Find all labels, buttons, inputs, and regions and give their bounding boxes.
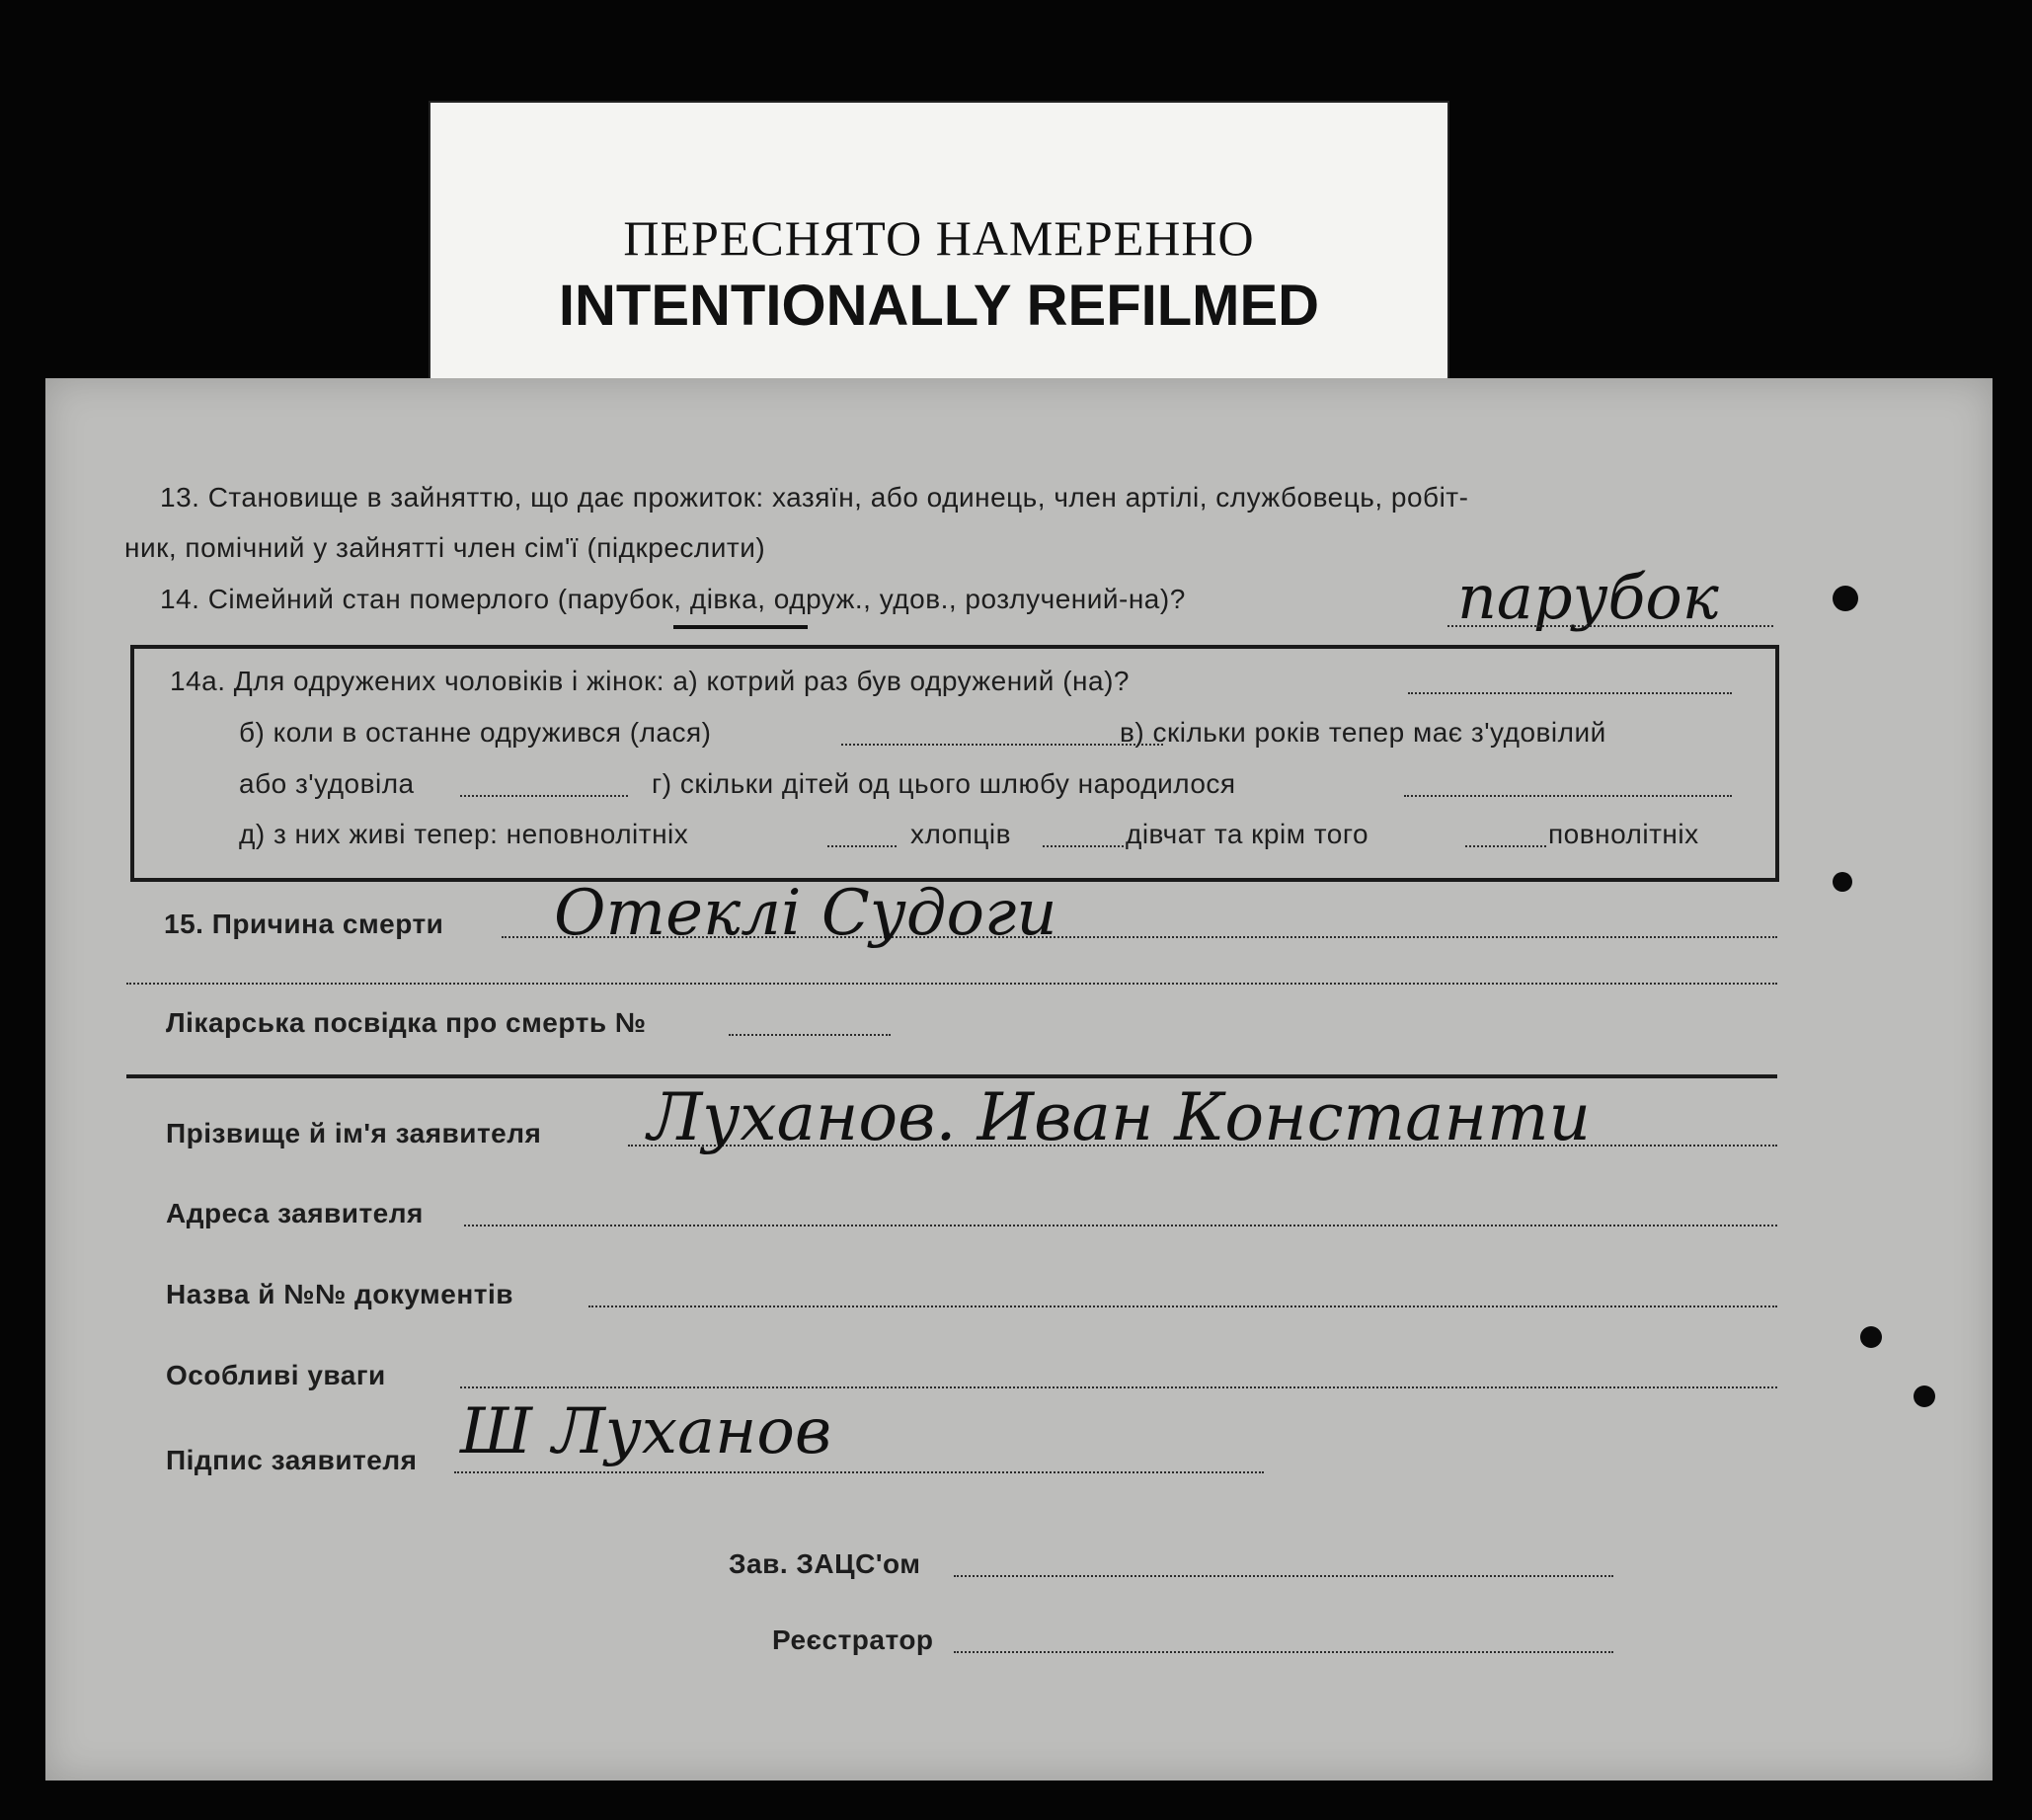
head-of-registry-line <box>954 1575 1613 1577</box>
item-14a-line-1: 14а. Для одружених чоловіків і жінок: а) котрий раз був одружений (на)? <box>170 666 1130 696</box>
punch-hole <box>1860 1326 1882 1348</box>
death-record-form-sheet <box>45 378 1993 1780</box>
item-14a-line-4c: дівчат та крім того <box>1126 819 1369 849</box>
item-14a-line-4a-blank <box>827 845 897 847</box>
refilmed-notice-ru: ПЕРЕСНЯТО НАМЕРЕННО <box>623 210 1255 266</box>
item-14a-line-2a-blank <box>841 744 1163 746</box>
medical-certificate-number-line <box>729 1034 891 1036</box>
item-14a-line-3a: або з'удовіла <box>239 768 415 799</box>
registrar-line <box>954 1651 1613 1653</box>
applicant-address-line <box>464 1225 1777 1227</box>
item-14-handwritten-answer: парубок <box>1457 561 1719 633</box>
item-14a-line-4b: хлопців <box>910 819 1012 849</box>
applicant-name-handwritten: Луханов. Иван Константи <box>648 1079 1592 1155</box>
punch-hole <box>1833 872 1852 892</box>
applicant-signature-handwritten: Ш Луханов <box>460 1395 832 1468</box>
punch-hole <box>1914 1385 1935 1407</box>
refilmed-notice-en: INTENTIONALLY REFILMED <box>558 274 1320 338</box>
item-13-line-2: ник, помічний у зайнятті член сім'ї (підкреслити) <box>124 532 766 563</box>
item-14a-line-4b-blank <box>1043 845 1124 847</box>
signature-line <box>454 1471 1264 1473</box>
registrar-label: Реєстратор <box>772 1624 934 1655</box>
item-14a-line-3b: г) скільки дітей од цього шлюбу народилося <box>652 768 1236 799</box>
documents-label: Назва й №№ документів <box>166 1279 513 1309</box>
item-14a-line-4d: повнолітніх <box>1548 819 1699 849</box>
item-15-second-line <box>126 983 1777 985</box>
underline-parubok <box>673 625 808 629</box>
item-13-line-1: 13. Становище в зайняттю, що дає прожиток: хазяїн, або одинець, член артілі, службовець, робіт- <box>160 482 1469 513</box>
applicant-name-label: Прізвище й ім'я заявителя <box>166 1118 542 1148</box>
item-14-answer-line <box>1447 625 1773 627</box>
item-14a-line-4c-blank <box>1465 845 1546 847</box>
punch-hole <box>1833 586 1858 611</box>
remarks-line <box>460 1386 1777 1388</box>
item-14a-line-2b: в) скільки років тепер має з'удовілий <box>1120 717 1606 748</box>
item-15-handwritten-answer: Отеклі Судоги <box>554 877 1057 950</box>
medical-certificate-label: Лікарська посвідка про смерть № <box>166 1007 647 1038</box>
item-14a-line-2a: б) коли в останне одружився (лася) <box>239 717 712 748</box>
item-14a-line-3a-blank <box>460 795 628 797</box>
item-14a-line-3b-blank <box>1404 795 1732 797</box>
refilmed-notice-card <box>430 103 1447 391</box>
section-divider <box>126 1074 1777 1078</box>
remarks-label: Особливі уваги <box>166 1360 386 1390</box>
item-15-label: 15. Причина смерти <box>164 909 444 939</box>
item-14a-line-4a: д) з них живі тепер: неповнолітніх <box>239 819 689 849</box>
applicant-address-label: Адреса заявителя <box>166 1198 424 1228</box>
signature-label: Підпис заявителя <box>166 1445 418 1475</box>
item-14a-line-1-blank <box>1408 692 1732 694</box>
documents-line <box>588 1306 1777 1307</box>
item-14-label: 14. Сімейний стан померлого (парубок, дівка, одруж., удов., розлучений-на)? <box>160 584 1186 614</box>
head-of-registry-label: Зав. ЗАЦС'ом <box>729 1548 921 1579</box>
